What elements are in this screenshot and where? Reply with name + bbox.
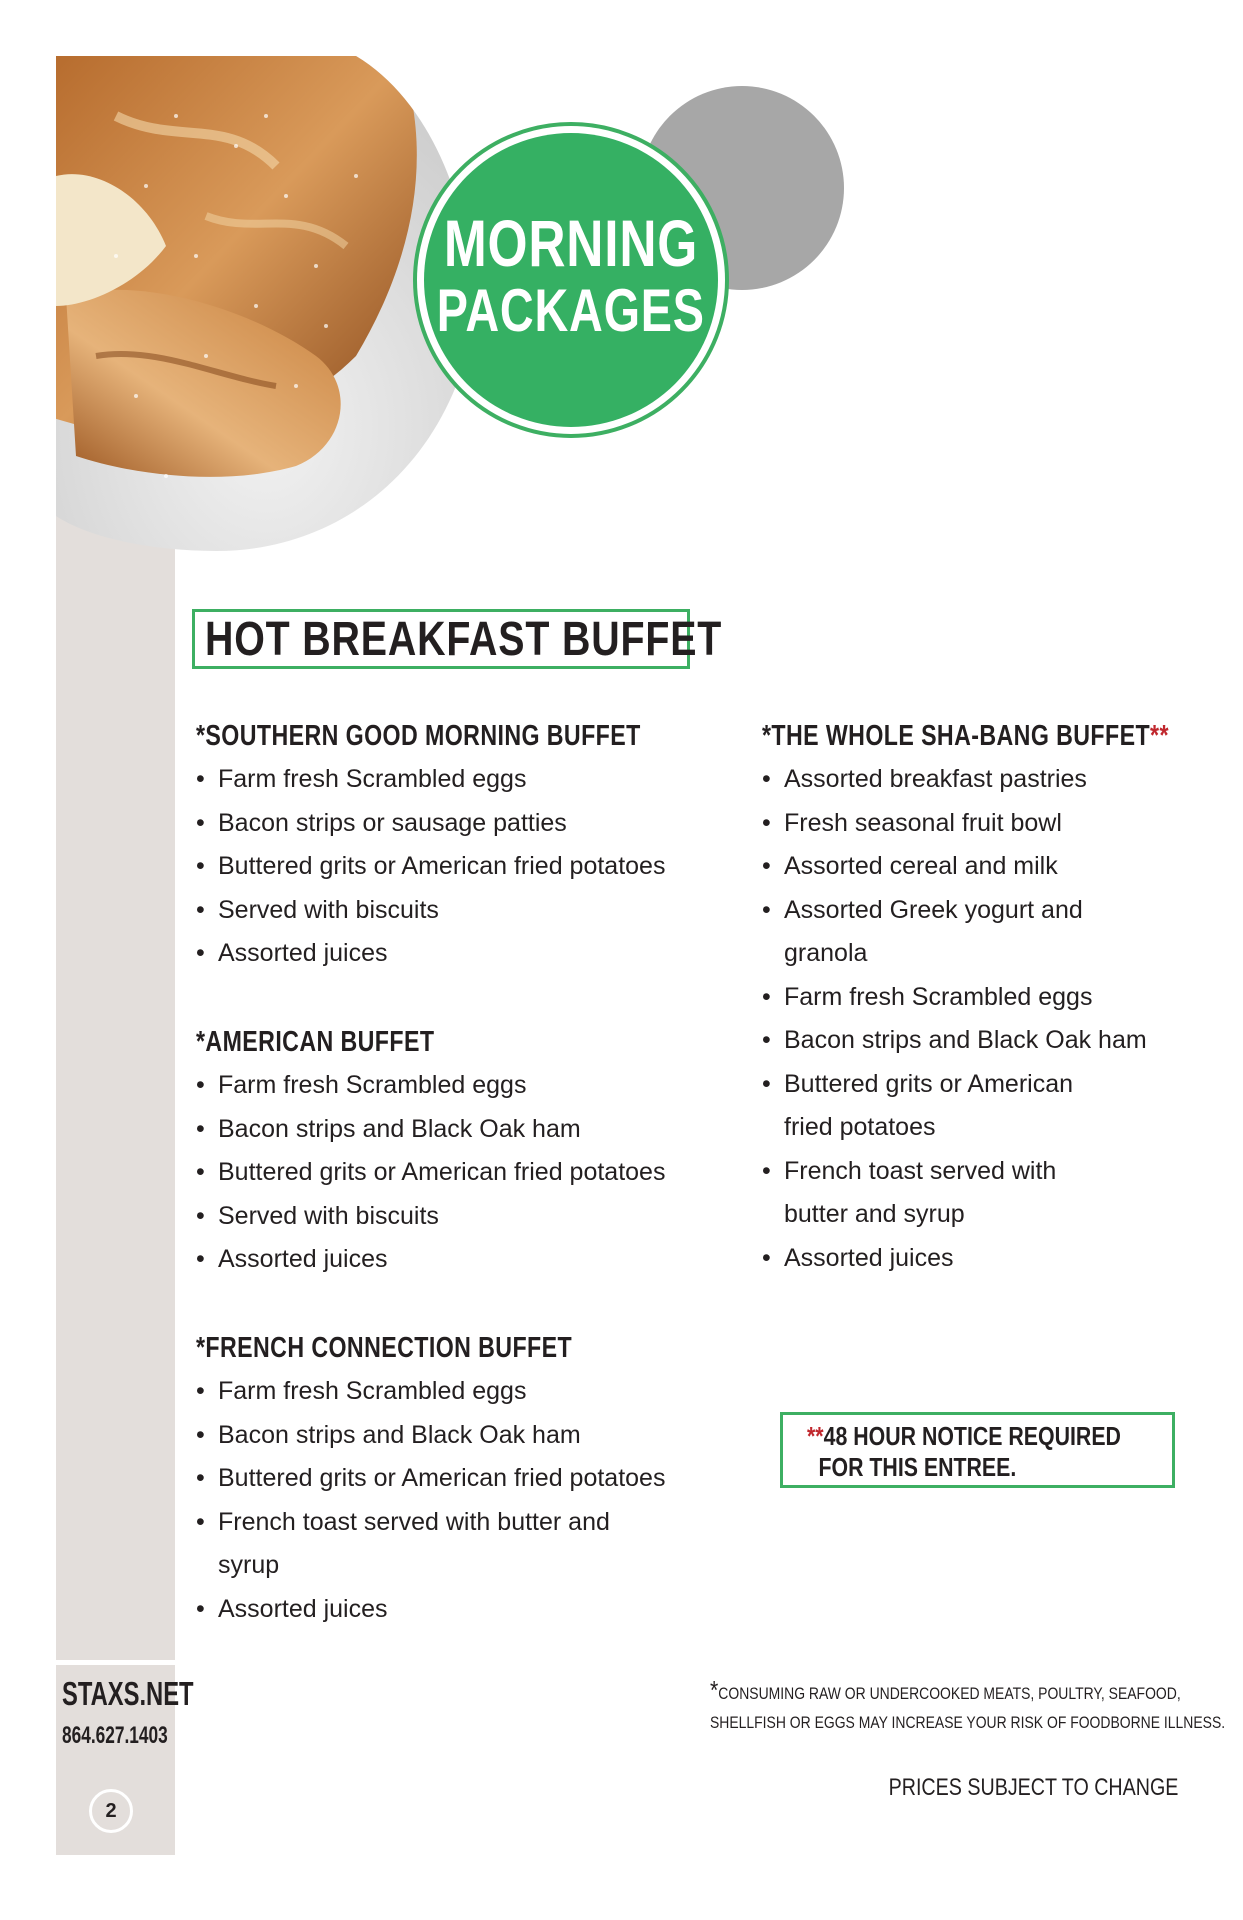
notice-marker: ** [1150,720,1169,752]
menu-item: • Buttered grits or American fried potatoes [196,845,726,889]
menu-item: • French toast served with butter and syrup [762,1150,1122,1237]
website-link[interactable]: STAXS.NET [62,1675,194,1712]
menu-item-list [196,758,726,976]
menu-item: • Served with biscuits [196,889,726,933]
notice-line1: 48 HOUR NOTICE REQUIRED [823,1421,1121,1451]
buffet-title: *AMERICAN BUFFET [196,1026,435,1058]
menu-item: • Served with biscuits [196,1195,726,1239]
menu-item: • Fresh seasonal fruit bowl [762,802,1122,846]
page-title-line2: PACKAGES [437,277,706,344]
menu-item: • French toast served with butter and syrup [196,1501,636,1588]
menu-item: • Assorted juices [762,1237,1122,1281]
buffet-whole-sha-bang [762,714,1182,1280]
menu-item: • Bacon strips and Black Oak ham [762,1019,1122,1063]
disclaimer-line1: CONSUMING RAW OR UNDERCOOKED MEATS, POULTRY, SEAFOOD, [718,1684,1181,1703]
buffet-title: *SOUTHERN GOOD MORNING BUFFET [196,720,641,752]
menu-item: • Assorted cereal and milk [762,845,1122,889]
menu-item: • Assorted juices [196,1238,726,1282]
notice-line2: FOR THIS ENTREE. [818,1452,1017,1482]
menu-item: • Farm fresh Scrambled eggs [196,1370,636,1414]
menu-item: • Assorted juices [196,932,726,976]
buffet-french-connection [196,1326,726,1631]
menu-item-list [196,1064,726,1282]
title-badge [413,122,729,438]
menu-item: • Buttered grits or American fried potatoes [196,1151,726,1195]
menu-item: • Farm fresh Scrambled eggs [762,976,1122,1020]
title-badge-fill [424,133,718,427]
phone-number: 864.627.1403 [62,1722,168,1749]
food-safety-disclaimer [710,1675,1226,1737]
menu-item: • Farm fresh Scrambled eggs [196,1064,726,1108]
menu-item-list [196,1370,666,1631]
french-toast-photo [56,56,476,551]
disclaimer-line2: SHELLFISH OR EGGS MAY INCREASE YOUR RISK OF FOODBORNE ILLNESS. [710,1713,1226,1732]
section-title: HOT BREAKFAST BUFFET [205,612,723,666]
notice-box [780,1412,1175,1488]
prices-note: PRICES SUBJECT TO CHANGE [888,1774,1178,1801]
buffet-title-row [762,714,1169,758]
menu-item: • Bacon strips and Black Oak ham [196,1108,726,1152]
menu-item: • Assorted Greek yogurt and granola [762,889,1122,976]
menu-item: • Assorted juices [196,1588,636,1632]
page-title-line1: MORNING [443,206,699,280]
buffet-american [196,1020,726,1282]
buffet-title: *FRENCH CONNECTION BUFFET [196,1332,573,1364]
menu-item: • Assorted breakfast pastries [762,758,1122,802]
menu-item-list [762,758,1147,1280]
notice-text [807,1421,1160,1483]
buffet-southern [196,714,726,976]
menu-item: • Bacon strips or sausage patties [196,802,726,846]
buffet-title: *THE WHOLE SHA-BANG BUFFET [762,720,1151,752]
menu-item: • Buttered grits or American fried potatoes [762,1063,1122,1150]
menu-item: • Buttered grits or American fried potatoes [196,1457,636,1501]
menu-item: • Bacon strips and Black Oak ham [196,1414,636,1458]
disclaimer-asterisk: * [710,1675,719,1705]
section-title-box [192,609,723,669]
notice-stars: ** [807,1421,824,1451]
page-number: 2 [89,1789,133,1833]
menu-item: • Farm fresh Scrambled eggs [196,758,726,802]
